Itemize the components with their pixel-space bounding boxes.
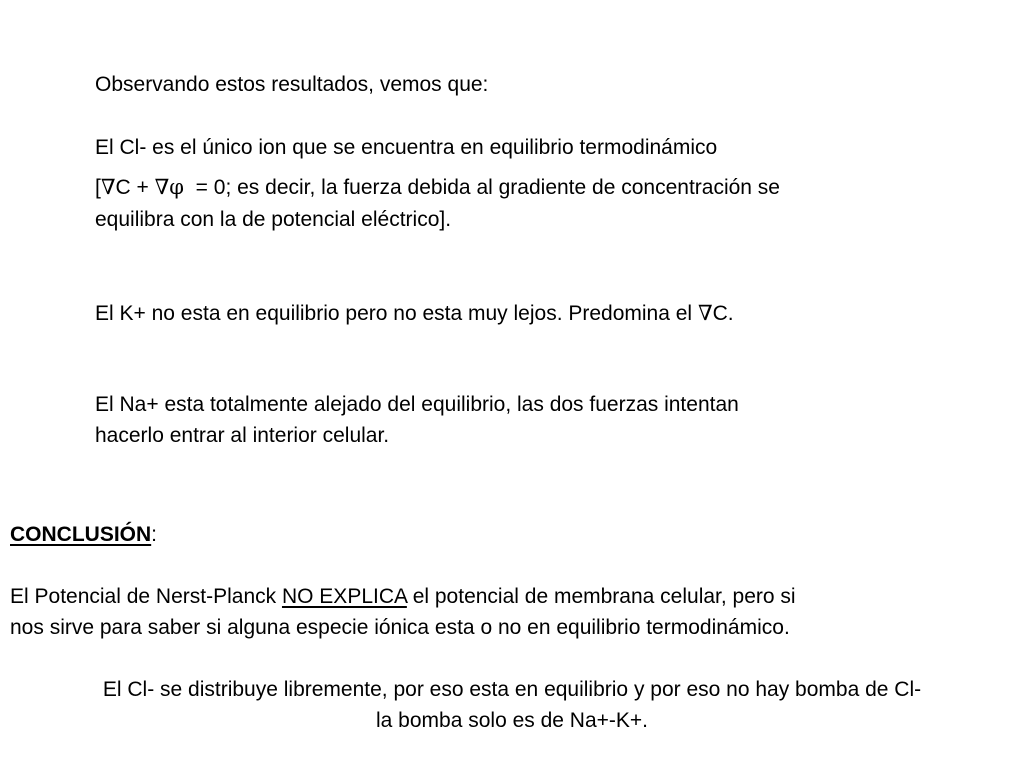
intro-text: Observando estos resultados, vemos que: bbox=[95, 73, 489, 96]
equation-rest-text: = 0; es decir, la fuerza debida al gradiente de concentración se bbox=[184, 176, 780, 199]
conclusion-para-1-post: el potencial de membrana celular, pero si bbox=[406, 585, 796, 608]
conclusion-para-1-line-1 bbox=[10, 582, 796, 612]
sodium-line-1: El Na+ esta totalmente alejado del equilibrio, las dos fuerzas intentan bbox=[95, 393, 739, 416]
nabla-symbol: ∇ bbox=[697, 301, 713, 325]
nabla-symbol: ∇ bbox=[154, 175, 170, 199]
potassium-line bbox=[95, 298, 734, 329]
conclusion-heading bbox=[10, 520, 157, 550]
conclusion-heading-text: CONCLUSIÓN bbox=[10, 523, 152, 546]
conclusion-para-2-line-1: El Cl- se distribuye libremente, por eso esta en equilibrio y por eso no hay bomba de Cl- bbox=[102, 678, 922, 701]
c-plus-text: C + bbox=[115, 176, 155, 199]
chloride-line-2 bbox=[95, 172, 780, 203]
conclusion-para-2-line-2: la bomba solo es de Na+-K+. bbox=[376, 709, 648, 732]
chloride-line-1: El Cl- es el único ion que se encuentra en equilibrio termodinámico bbox=[95, 136, 718, 159]
potassium-tail: C. bbox=[712, 302, 734, 325]
sodium-line-2: hacerlo entrar al interior celular. bbox=[95, 424, 390, 447]
conclusion-para-1-pre: El Potencial de Nerst-Planck bbox=[10, 585, 282, 608]
potassium-text: El K+ no esta en equilibrio pero no esta muy lejos. Predomina el bbox=[95, 302, 698, 325]
conclusion-para-1-line-2: nos sirve para saber si alguna especie iónica esta o no en equilibrio termodinámico. bbox=[10, 616, 790, 639]
nabla-symbol: ∇ bbox=[100, 175, 116, 199]
no-explica-emphasis: NO EXPLICA bbox=[281, 585, 407, 608]
conclusion-heading-colon: : bbox=[151, 523, 158, 546]
chloride-line-3: equilibra con la de potencial eléctrico]. bbox=[95, 208, 452, 231]
phi-symbol: φ bbox=[169, 175, 185, 199]
open-bracket: [ bbox=[95, 176, 101, 199]
